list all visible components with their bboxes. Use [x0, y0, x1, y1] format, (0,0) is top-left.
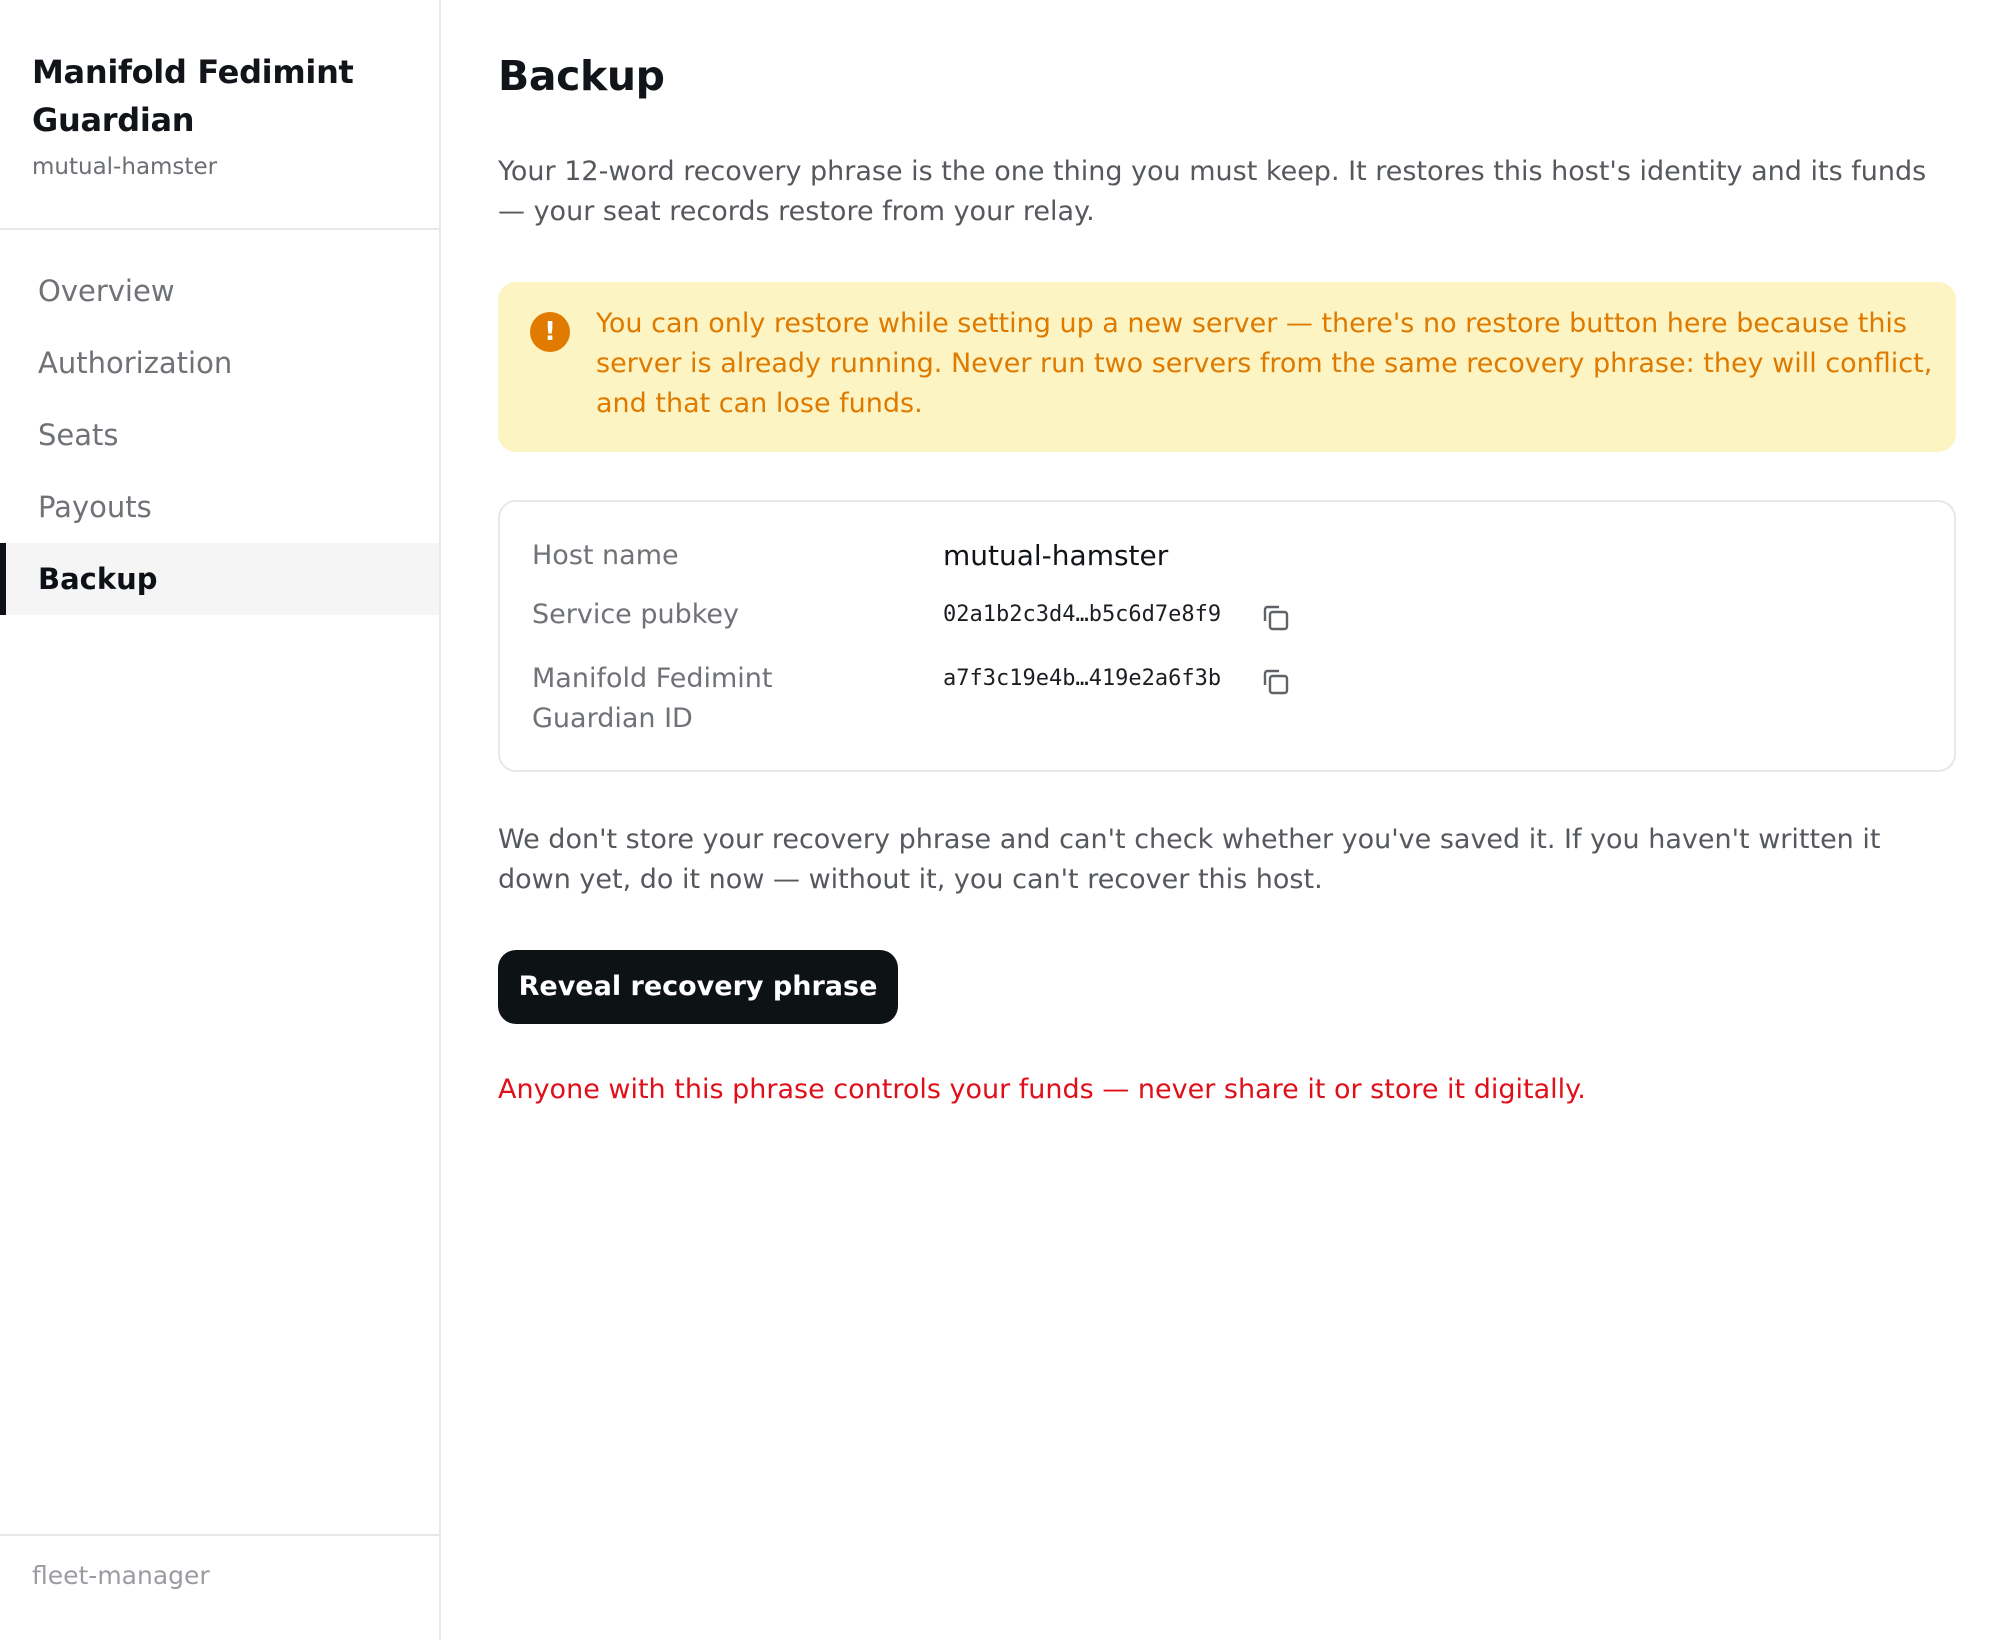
sidebar-item-payouts[interactable]: Payouts — [38, 490, 152, 524]
sidebar-item-backup[interactable]: Backup — [0, 543, 439, 615]
service-pubkey-label: Service pubkey — [532, 599, 740, 630]
exclamation-circle-icon: ! — [530, 312, 570, 352]
storage-notice: We don't store your recovery phrase and can't check whether you've saved it. If you haven't written it down yet, do it now — without it, you can't recover this host. — [498, 824, 1881, 895]
page-title: Backup — [498, 52, 665, 100]
guardian-id-value[interactable]: a7f3c19e4b…419e2a6f3b — [943, 666, 1222, 691]
sidebar-item-seats[interactable]: Seats — [38, 418, 119, 452]
restore-alert — [498, 282, 1956, 452]
intro-text: Your 12-word recovery phrase is the one thing you must keep. It restores this host's identity and its funds — your seat records restore from your relay. — [498, 156, 1927, 227]
sidebar-nav — [0, 255, 439, 615]
alert-text: You can only restore while setting up a new server — there's no restore button here because this server is already running. Never run two servers from the same recovery phrase: they will conflict, and that can lose funds. — [596, 308, 1933, 419]
host-name-value: mutual-hamster — [943, 539, 1169, 572]
sidebar-item-overview[interactable]: Overview — [38, 274, 175, 308]
copy-icon[interactable] — [1259, 665, 1293, 699]
sidebar-item-authorization[interactable]: Authorization — [38, 346, 233, 380]
sidebar-footer: fleet-manager — [32, 1561, 210, 1590]
sidebar-divider — [0, 228, 439, 230]
copy-icon[interactable] — [1259, 601, 1293, 635]
brand — [32, 48, 412, 182]
guardian-id-label: Manifold Fedimint Guardian ID — [532, 663, 773, 734]
host-info-card — [498, 500, 1956, 772]
sidebar — [0, 0, 441, 1640]
host-name-label: Host name — [532, 540, 679, 571]
host-name-subtitle: mutual-hamster — [32, 154, 218, 180]
service-pubkey-value[interactable]: 02a1b2c3d4…b5c6d7e8f9 — [943, 602, 1222, 627]
reveal-recovery-phrase-button[interactable]: Reveal recovery phrase — [498, 950, 898, 1024]
app-title: Manifold Fedimint Guardian — [32, 53, 354, 139]
security-warning: Anyone with this phrase controls your funds — never share it or store it digitally. — [498, 1074, 1586, 1105]
sidebar-footer-divider — [0, 1534, 439, 1536]
